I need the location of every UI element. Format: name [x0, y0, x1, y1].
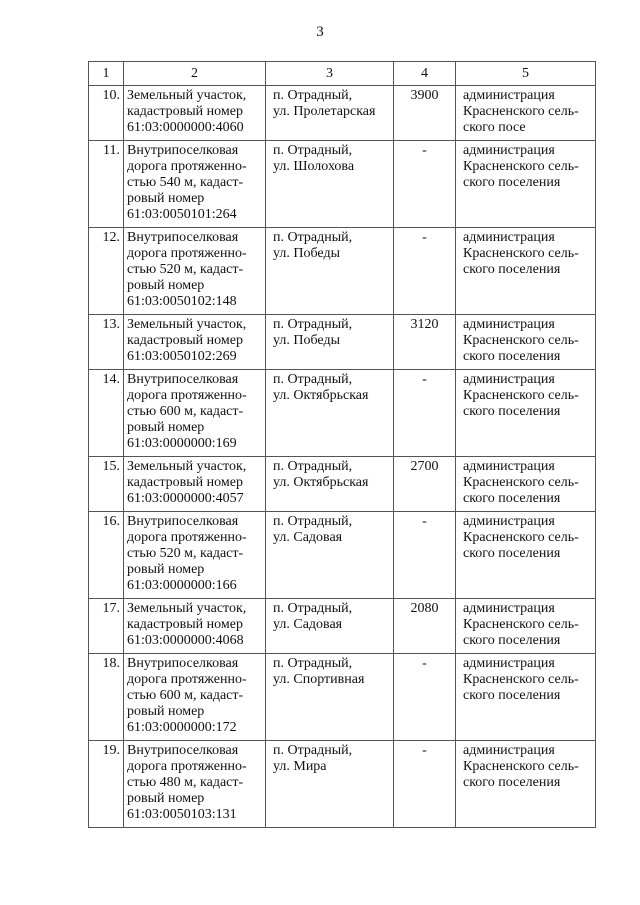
object-address: п. Отрадный, ул. Пролетарская: [266, 86, 394, 141]
table-row: [89, 141, 596, 228]
object-description: Земельный участок, кадастровый номер 61:03:0000000:4068: [124, 599, 266, 654]
table-row: [89, 654, 596, 741]
row-number: 18.: [89, 654, 124, 741]
object-area: -: [394, 370, 456, 457]
object-area: -: [394, 228, 456, 315]
header-col-4: 4: [394, 62, 456, 86]
object-address: п. Отрадный, ул. Садовая: [266, 512, 394, 599]
row-number: 15.: [89, 457, 124, 512]
object-area: -: [394, 654, 456, 741]
page-number: 3: [316, 24, 324, 40]
table-row: [89, 228, 596, 315]
row-number: 17.: [89, 599, 124, 654]
object-address: п. Отрадный, ул. Октябрьская: [266, 457, 394, 512]
header-col-5: 5: [456, 62, 596, 86]
table-row: [89, 86, 596, 141]
table-row: [89, 599, 596, 654]
row-number: 10.: [89, 86, 124, 141]
object-address: п. Отрадный, ул. Шолохова: [266, 141, 394, 228]
object-address: п. Отрадный, ул. Победы: [266, 228, 394, 315]
object-description: Внутрипоселковая дорога протяженно- стью 520 м, кадаст- ровый номер 61:03:0050102:148: [124, 228, 266, 315]
table-row: [89, 370, 596, 457]
object-area: -: [394, 741, 456, 828]
row-number: 13.: [89, 315, 124, 370]
object-owner: администрация Красненского сель- ского поселения: [456, 599, 596, 654]
header-row: [89, 62, 596, 86]
object-description: Внутрипоселковая дорога протяженно- стью 600 м, кадаст- ровый номер 61:03:0000000:172: [124, 654, 266, 741]
property-table: [88, 61, 596, 828]
table-row: [89, 512, 596, 599]
object-description: Земельный участок, кадастровый номер 61:03:0000000:4060: [124, 86, 266, 141]
object-owner: администрация Красненского сель- ского поселения: [456, 141, 596, 228]
object-description: Внутрипоселковая дорога протяженно- стью 520 м, кадаст- ровый номер 61:03:0000000:166: [124, 512, 266, 599]
object-owner: администрация Красненского сель- ского поселения: [456, 457, 596, 512]
row-number: 14.: [89, 370, 124, 457]
object-description: Внутрипоселковая дорога протяженно- стью 540 м, кадаст- ровый номер 61:03:0050101:264: [124, 141, 266, 228]
object-description: Земельный участок, кадастровый номер 61:03:0050102:269: [124, 315, 266, 370]
object-area: -: [394, 141, 456, 228]
object-area: 3120: [394, 315, 456, 370]
object-address: п. Отрадный, ул. Победы: [266, 315, 394, 370]
table-row: [89, 315, 596, 370]
header-col-2: 2: [124, 62, 266, 86]
object-owner: администрация Красненского сель- ского поселения: [456, 228, 596, 315]
object-owner: администрация Красненского сель- ского поселения: [456, 370, 596, 457]
object-description: Внутрипоселковая дорога протяженно- стью 480 м, кадаст- ровый номер 61:03:0050103:131: [124, 741, 266, 828]
object-area: 2700: [394, 457, 456, 512]
header-col-1: 1: [89, 62, 124, 86]
row-number: 16.: [89, 512, 124, 599]
header-col-3: 3: [266, 62, 394, 86]
object-address: п. Отрадный, ул. Садовая: [266, 599, 394, 654]
object-owner: администрация Красненского сель- ского поселения: [456, 741, 596, 828]
object-area: 2080: [394, 599, 456, 654]
row-number: 19.: [89, 741, 124, 828]
object-owner: администрация Красненского сель- ского поселения: [456, 512, 596, 599]
table-body: [89, 86, 596, 828]
row-number: 11.: [89, 141, 124, 228]
table-row: [89, 741, 596, 828]
object-address: п. Отрадный, ул. Октябрьская: [266, 370, 394, 457]
object-owner: администрация Красненского сель- ского поселения: [456, 315, 596, 370]
object-address: п. Отрадный, ул. Мира: [266, 741, 394, 828]
object-owner: администрация Красненского сель- ского поселения: [456, 654, 596, 741]
object-address: п. Отрадный, ул. Спортивная: [266, 654, 394, 741]
object-description: Внутрипоселковая дорога протяженно- стью 600 м, кадаст- ровый номер 61:03:0000000:169: [124, 370, 266, 457]
table-row: [89, 457, 596, 512]
object-owner: администрация Красненского сель- ского посе: [456, 86, 596, 141]
object-area: -: [394, 512, 456, 599]
object-description: Земельный участок, кадастровый номер 61:03:0000000:4057: [124, 457, 266, 512]
object-area: 3900: [394, 86, 456, 141]
row-number: 12.: [89, 228, 124, 315]
